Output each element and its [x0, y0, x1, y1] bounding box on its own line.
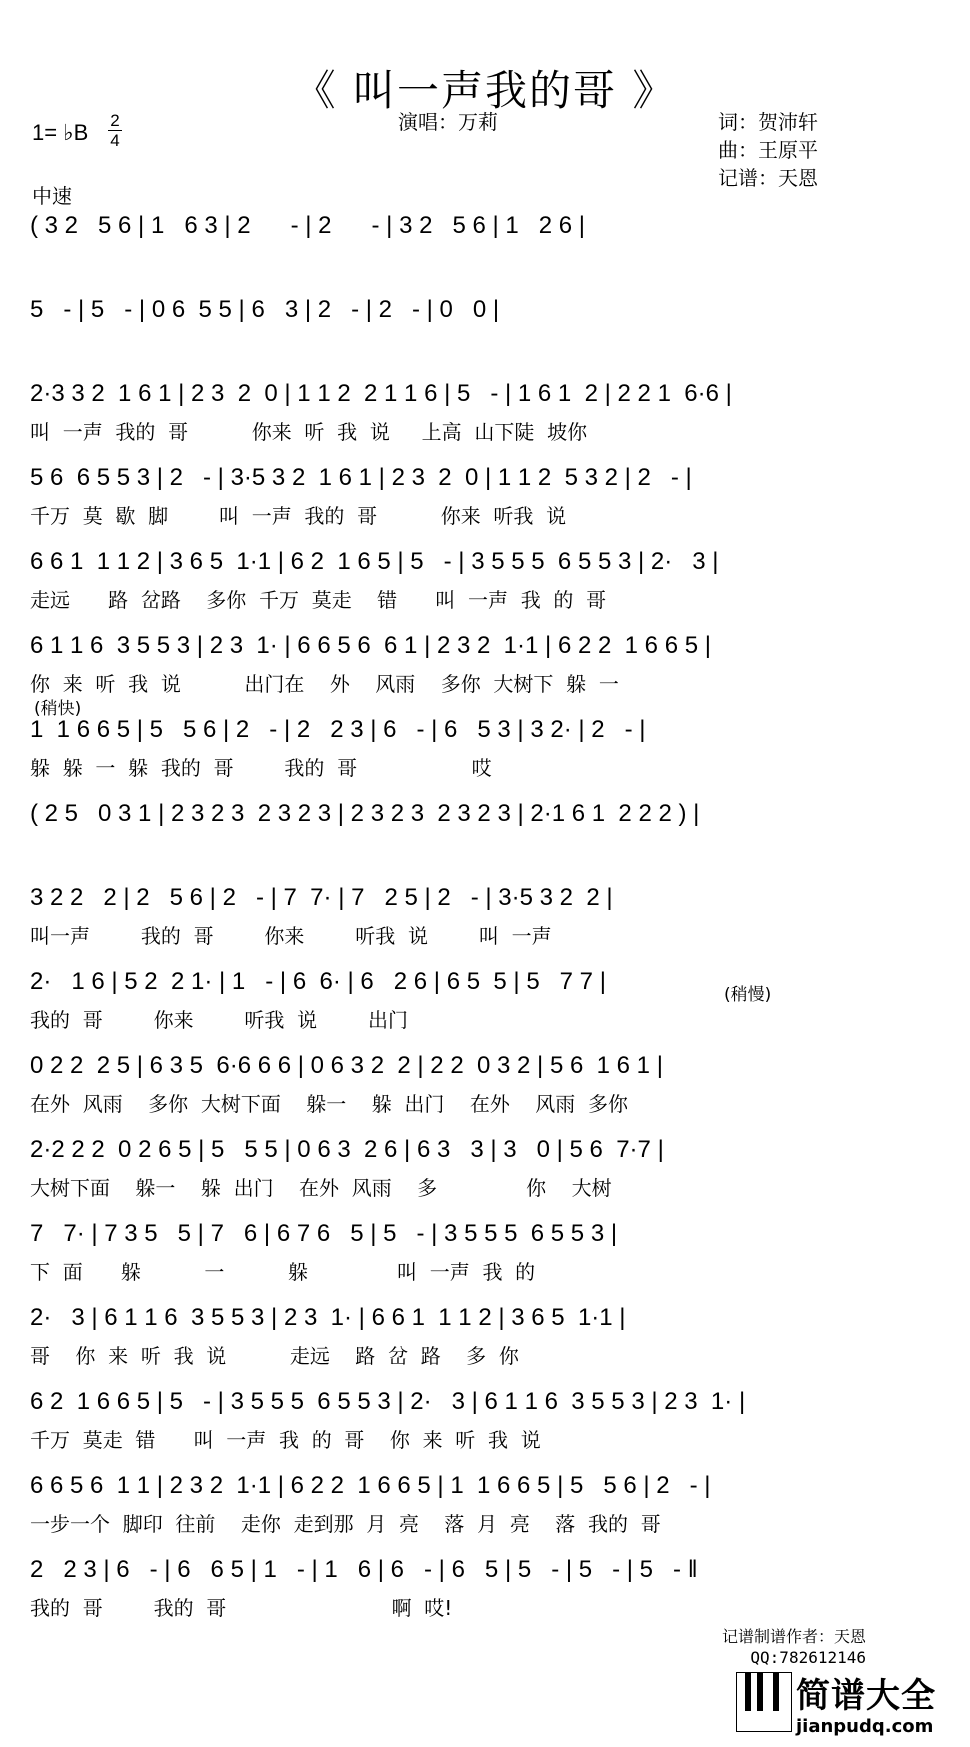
lyric-line: 叫 一声 我的 哥 你来 听 我 说 上高 山下陡 坡你: [30, 420, 588, 444]
logo-url: jianpudq.com: [796, 1716, 934, 1737]
key-signature: 1= ♭B: [32, 120, 89, 145]
notation-line: 2· 3 | 6 1 1 6 3 5 5 3 | 2 3 1· | 6 6 1 1 1 2 | 3 6 5 1·1 |: [30, 1304, 626, 1331]
logo-name: 简谱大全: [796, 1676, 936, 1716]
lyric-line: 走远 路 岔路 多你 千万 莫走 错 叫 一声 我 的 哥: [30, 588, 607, 612]
lyric-line: 我的 哥 我的 哥 啊 哎!: [30, 1596, 453, 1620]
notation-line: 2· 1 6 | 5 2 2 1· | 1 - | 6 6· | 6 2 6 | 6 5 5 | 5 7 7 |: [30, 968, 606, 995]
notation-line: 5 - | 5 - | 0 6 5 5 | 6 3 | 2 - | 2 - | 0 0 |: [30, 296, 500, 323]
site-logo: [736, 1668, 942, 1740]
notation-line: 0 2 2 2 5 | 6 3 5 6·6 6 6 | 0 6 3 2 2 | 2 2 0 3 2 | 5 6 1 6 1 |: [30, 1052, 663, 1079]
time-top: 2: [110, 111, 120, 130]
tempo-faster: (稍快): [34, 699, 82, 719]
lyricist: 词：贺沛轩: [718, 110, 818, 134]
lyric-line: 你 来 听 我 说 出门在 外 风雨 多你 大树下 躲 一: [30, 672, 619, 696]
lyric-line: 千万 莫走 错 叫 一声 我 的 哥 你 来 听 我 说: [30, 1428, 541, 1452]
song-title: 《 叫一声我的哥 》: [293, 66, 677, 115]
notation-line: ( 2 5 0 3 1 | 2 3 2 3 2 3 2 3 | 2 3 2 3 2 3 2 3 | 2·1 6 1 2 2 2 ) |: [30, 800, 700, 827]
notation-line: ( 3 2 5 6 | 1 6 3 | 2 - | 2 - | 3 2 5 6 | 1 2 6 |: [30, 212, 585, 239]
lyric-line: 一步一个 脚印 往前 走你 走到那 月 亮 落 月 亮 落 我的 哥: [30, 1512, 661, 1536]
notation-line: 2·2 2 2 0 2 6 5 | 5 5 5 | 0 6 3 2 6 | 6 3 3 | 3 0 | 5 6 7·7 |: [30, 1136, 664, 1163]
lyric-line: 哥 你 来 听 我 说 走远 路 岔 路 多 你: [30, 1344, 519, 1368]
credit-qq: QQ:782612146: [750, 1648, 866, 1667]
lyric-line: 大树下面 躲一 躲 出门 在外 风雨 多 你 大树: [30, 1176, 612, 1200]
transcriber: 记谱：天恩: [718, 166, 818, 190]
notation-line: 3 2 2 2 | 2 5 6 | 2 - | 7 7· | 7 2 5 | 2 - | 3·5 3 2 2 |: [30, 884, 613, 911]
notation-line: 7 7· | 7 3 5 5 | 7 6 | 6 7 6 5 | 5 - | 3 5 5 5 6 5 5 3 |: [30, 1220, 618, 1247]
lyric-line: 千万 莫 歇 脚 叫 一声 我的 哥 你来 听我 说: [30, 504, 567, 528]
time-bottom: 4: [110, 131, 120, 150]
tempo-marking: 中速: [32, 184, 72, 208]
lyric-line: 叫一声 我的 哥 你来 听我 说 叫 一声: [30, 924, 552, 948]
lyric-line: 我的 哥 你来 听我 说 出门: [30, 1008, 409, 1032]
credit-maker: 记谱制谱作者：天恩: [721, 1627, 866, 1646]
notation-line: 2 2 3 | 6 - | 6 6 5 | 1 - | 1 6 | 6 - | 6 5 | 5 - | 5 - | 5 - ‖: [30, 1556, 698, 1583]
notation-line: 6 1 1 6 3 5 5 3 | 2 3 1· | 6 6 5 6 6 1 | 2 3 2 1·1 | 6 2 2 1 6 6 5 |: [30, 632, 711, 659]
composer: 曲：王原平: [718, 138, 818, 162]
piano-icon: [736, 1672, 792, 1732]
notation-line: 1 1 6 6 5 | 5 5 6 | 2 - | 2 2 3 | 6 - | 6 5 3 | 3 2· | 2 - |: [30, 716, 646, 743]
lyric-line: 躲 躲 一 躲 我的 哥 我的 哥 哎: [30, 756, 492, 780]
time-signature: [108, 112, 122, 149]
lyric-line: 下 面 躲 一 躲 叫 一声 我 的: [30, 1260, 536, 1284]
lyric-line: 在外 风雨 多你 大树下面 躲一 躲 出门 在外 风雨 多你: [30, 1092, 629, 1116]
notation-line: 6 6 5 6 1 1 | 2 3 2 1·1 | 6 2 2 1 6 6 5 | 1 1 6 6 5 | 5 5 6 | 2 - |: [30, 1472, 711, 1499]
notation-line: 6 6 1 1 1 2 | 3 6 5 1·1 | 6 2 1 6 5 | 5 - | 3 5 5 5 6 5 5 3 | 2· 3 |: [30, 548, 719, 575]
notation-line: 2·3 3 2 1 6 1 | 2 3 2 0 | 1 1 2 2 1 1 6 | 5 - | 1 6 1 2 | 2 2 1 6·6 |: [30, 380, 732, 407]
notation-line: 6 2 1 6 6 5 | 5 - | 3 5 5 5 6 5 5 3 | 2· 3 | 6 1 1 6 3 5 5 3 | 2 3 1· |: [30, 1388, 746, 1415]
singer: 演唱：万莉: [398, 110, 498, 134]
tempo-slower: (稍慢): [724, 985, 772, 1005]
notation-line: 5 6 6 5 5 3 | 2 - | 3·5 3 2 1 6 1 | 2 3 2 0 | 1 1 2 5 3 2 | 2 - |: [30, 464, 692, 491]
